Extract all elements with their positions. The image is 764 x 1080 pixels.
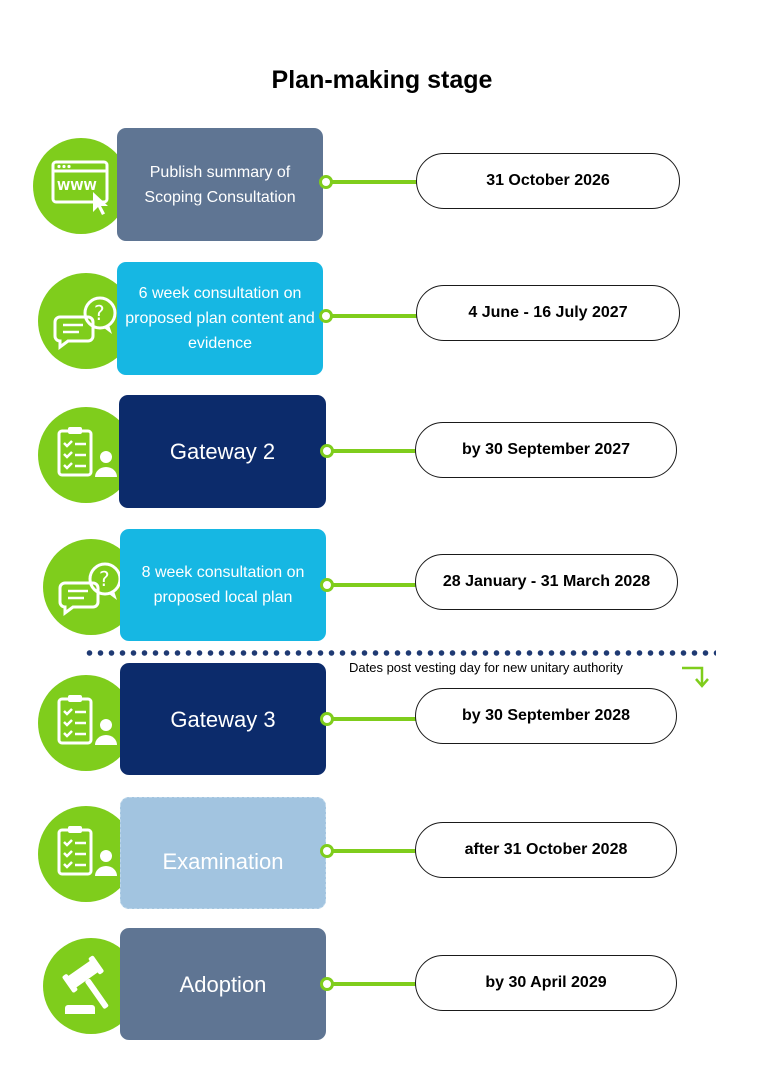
stage-row-1 — [0, 126, 764, 246]
web-browser-icon — [33, 138, 129, 234]
connector-dot — [320, 712, 334, 726]
connector-line — [329, 717, 417, 721]
vesting-note: Dates post vesting day for new unitary authority — [349, 660, 623, 675]
date-pill: by 30 September 2027 — [415, 422, 677, 478]
svg-text:?: ? — [94, 301, 105, 325]
connector-line — [326, 314, 418, 318]
date-pill: 28 January - 31 March 2028 — [415, 554, 678, 610]
connector-dot — [320, 578, 334, 592]
vesting-divider — [84, 649, 716, 657]
date-pill: by 30 September 2028 — [415, 688, 677, 744]
stage-row-6 — [0, 794, 764, 914]
connector-line — [329, 583, 417, 587]
connector-dot — [320, 844, 334, 858]
stage-row-4 — [0, 526, 764, 646]
connector-dot — [320, 977, 334, 991]
page-title: Plan-making stage — [271, 66, 493, 94]
connector-line — [329, 849, 417, 853]
stage-row-7 — [0, 926, 764, 1046]
stage-box: Adoption — [120, 928, 326, 1040]
stage-box: Gateway 2 — [119, 395, 326, 508]
stage-row-3 — [0, 392, 764, 512]
stage-box: Gateway 3 — [120, 663, 326, 775]
connector-line — [326, 180, 418, 184]
connector-line — [329, 449, 417, 453]
stage-box: Examination — [120, 797, 326, 909]
date-pill: 31 October 2026 — [416, 153, 680, 209]
connector-line — [329, 982, 417, 986]
svg-text:?: ? — [99, 567, 110, 591]
stage-row-5 — [0, 660, 764, 780]
connector-dot — [319, 175, 333, 189]
svg-text:WWW: WWW — [57, 179, 97, 193]
date-pill: after 31 October 2028 — [415, 822, 677, 878]
stage-box: 8 week consultation on proposed local plan — [120, 529, 326, 641]
stage-box: 6 week consultation on proposed plan content and evidence — [117, 262, 323, 375]
icon-circle — [33, 138, 129, 234]
stage-row-2 — [0, 258, 764, 378]
date-pill: by 30 April 2029 — [415, 955, 677, 1011]
connector-dot — [320, 444, 334, 458]
stage-box: Publish summary of Scoping Consultation — [117, 128, 323, 241]
connector-dot — [319, 309, 333, 323]
date-pill: 4 June - 16 July 2027 — [416, 285, 680, 341]
